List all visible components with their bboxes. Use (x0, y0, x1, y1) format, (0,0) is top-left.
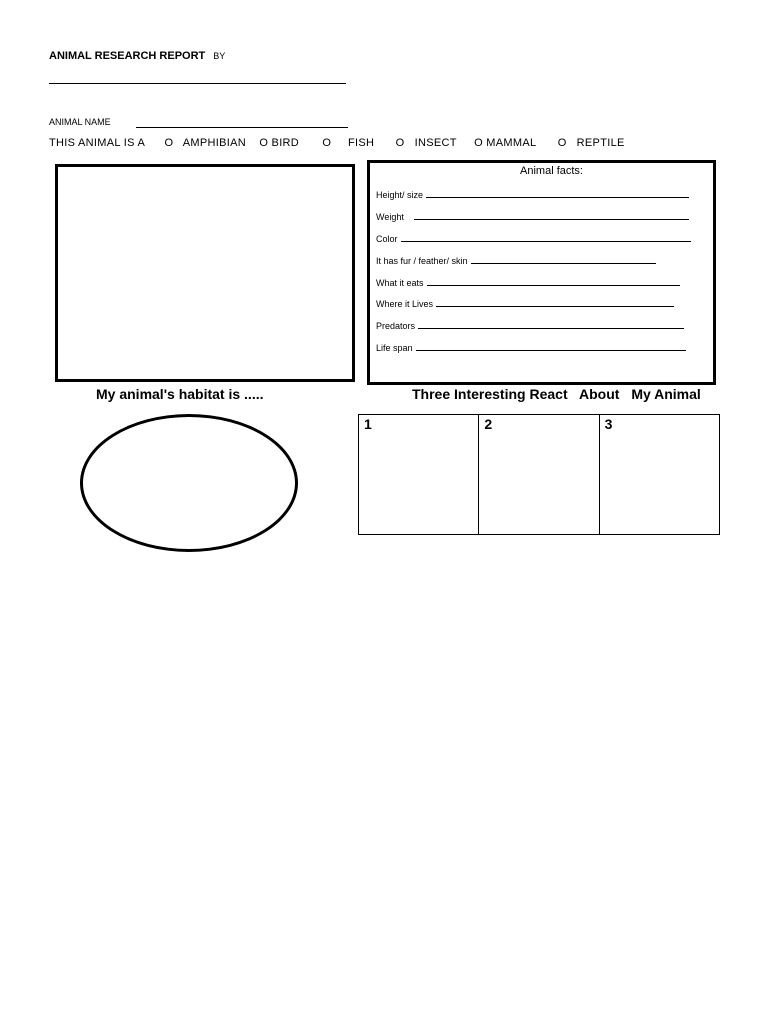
animal-type-row (49, 137, 631, 149)
fact-line[interactable] (416, 342, 686, 351)
interesting-title-part: Three Interesting React (412, 386, 568, 402)
habitat-title: My animal's habitat is ..... (96, 386, 264, 402)
fact-line[interactable] (436, 298, 674, 307)
interesting-facts-table (358, 414, 720, 535)
fact-label: Height/ size (376, 190, 424, 200)
cell-number: 2 (484, 416, 493, 432)
interesting-facts-title (412, 386, 709, 402)
fact-line[interactable] (414, 211, 689, 220)
fact-line[interactable] (401, 233, 691, 242)
report-title-text: ANIMAL RESEARCH REPORT (49, 50, 206, 62)
fact-line[interactable] (427, 277, 680, 286)
fact-cell[interactable] (600, 415, 719, 534)
interesting-title-part: About (578, 386, 620, 402)
option-reptile[interactable]: O REPTILE (557, 137, 625, 149)
fact-row (376, 189, 689, 200)
animal-type-prefix: THIS ANIMAL IS A (49, 137, 146, 149)
animal-name-label: ANIMAL NAME (49, 117, 111, 127)
fact-cell[interactable] (359, 415, 479, 534)
fact-label: Predators (376, 321, 416, 331)
fact-row (376, 298, 674, 309)
animal-name-line[interactable] (136, 127, 348, 128)
interesting-title-part: My Animal (631, 386, 701, 402)
fact-label: Where it Lives (376, 299, 434, 309)
fact-label: Weight (376, 212, 404, 222)
report-title (49, 50, 225, 62)
fact-cell[interactable] (479, 415, 599, 534)
fact-row (376, 255, 656, 266)
fact-row (376, 277, 680, 288)
fact-line[interactable] (471, 255, 656, 264)
author-line[interactable] (49, 83, 346, 84)
option-bird[interactable]: O BIRD (259, 137, 300, 149)
habitat-ellipse[interactable] (80, 414, 298, 552)
fact-row (376, 211, 689, 222)
fact-label: Color (376, 234, 398, 244)
animal-facts-box (367, 160, 716, 385)
fact-label: It has fur / feather/ skin (376, 256, 468, 266)
option-mammal[interactable]: O MAMMAL (474, 137, 537, 149)
fact-row (376, 233, 691, 244)
animal-drawing-box[interactable] (55, 164, 355, 382)
cell-number: 3 (604, 416, 613, 432)
fact-line[interactable] (426, 189, 689, 198)
fact-line[interactable] (418, 320, 684, 329)
fact-row (376, 342, 686, 353)
fact-row (376, 320, 684, 331)
facts-title: Animal facts: (520, 165, 583, 177)
option-insect[interactable]: O INSECT (395, 137, 457, 149)
option-fish[interactable]: O FISH (322, 137, 375, 149)
option-amphibian[interactable]: O AMPHIBIAN (164, 137, 246, 149)
fact-label: What it eats (376, 278, 424, 288)
by-label: BY (213, 51, 226, 61)
fact-label: Life span (376, 343, 413, 353)
cell-number: 1 (364, 416, 372, 432)
